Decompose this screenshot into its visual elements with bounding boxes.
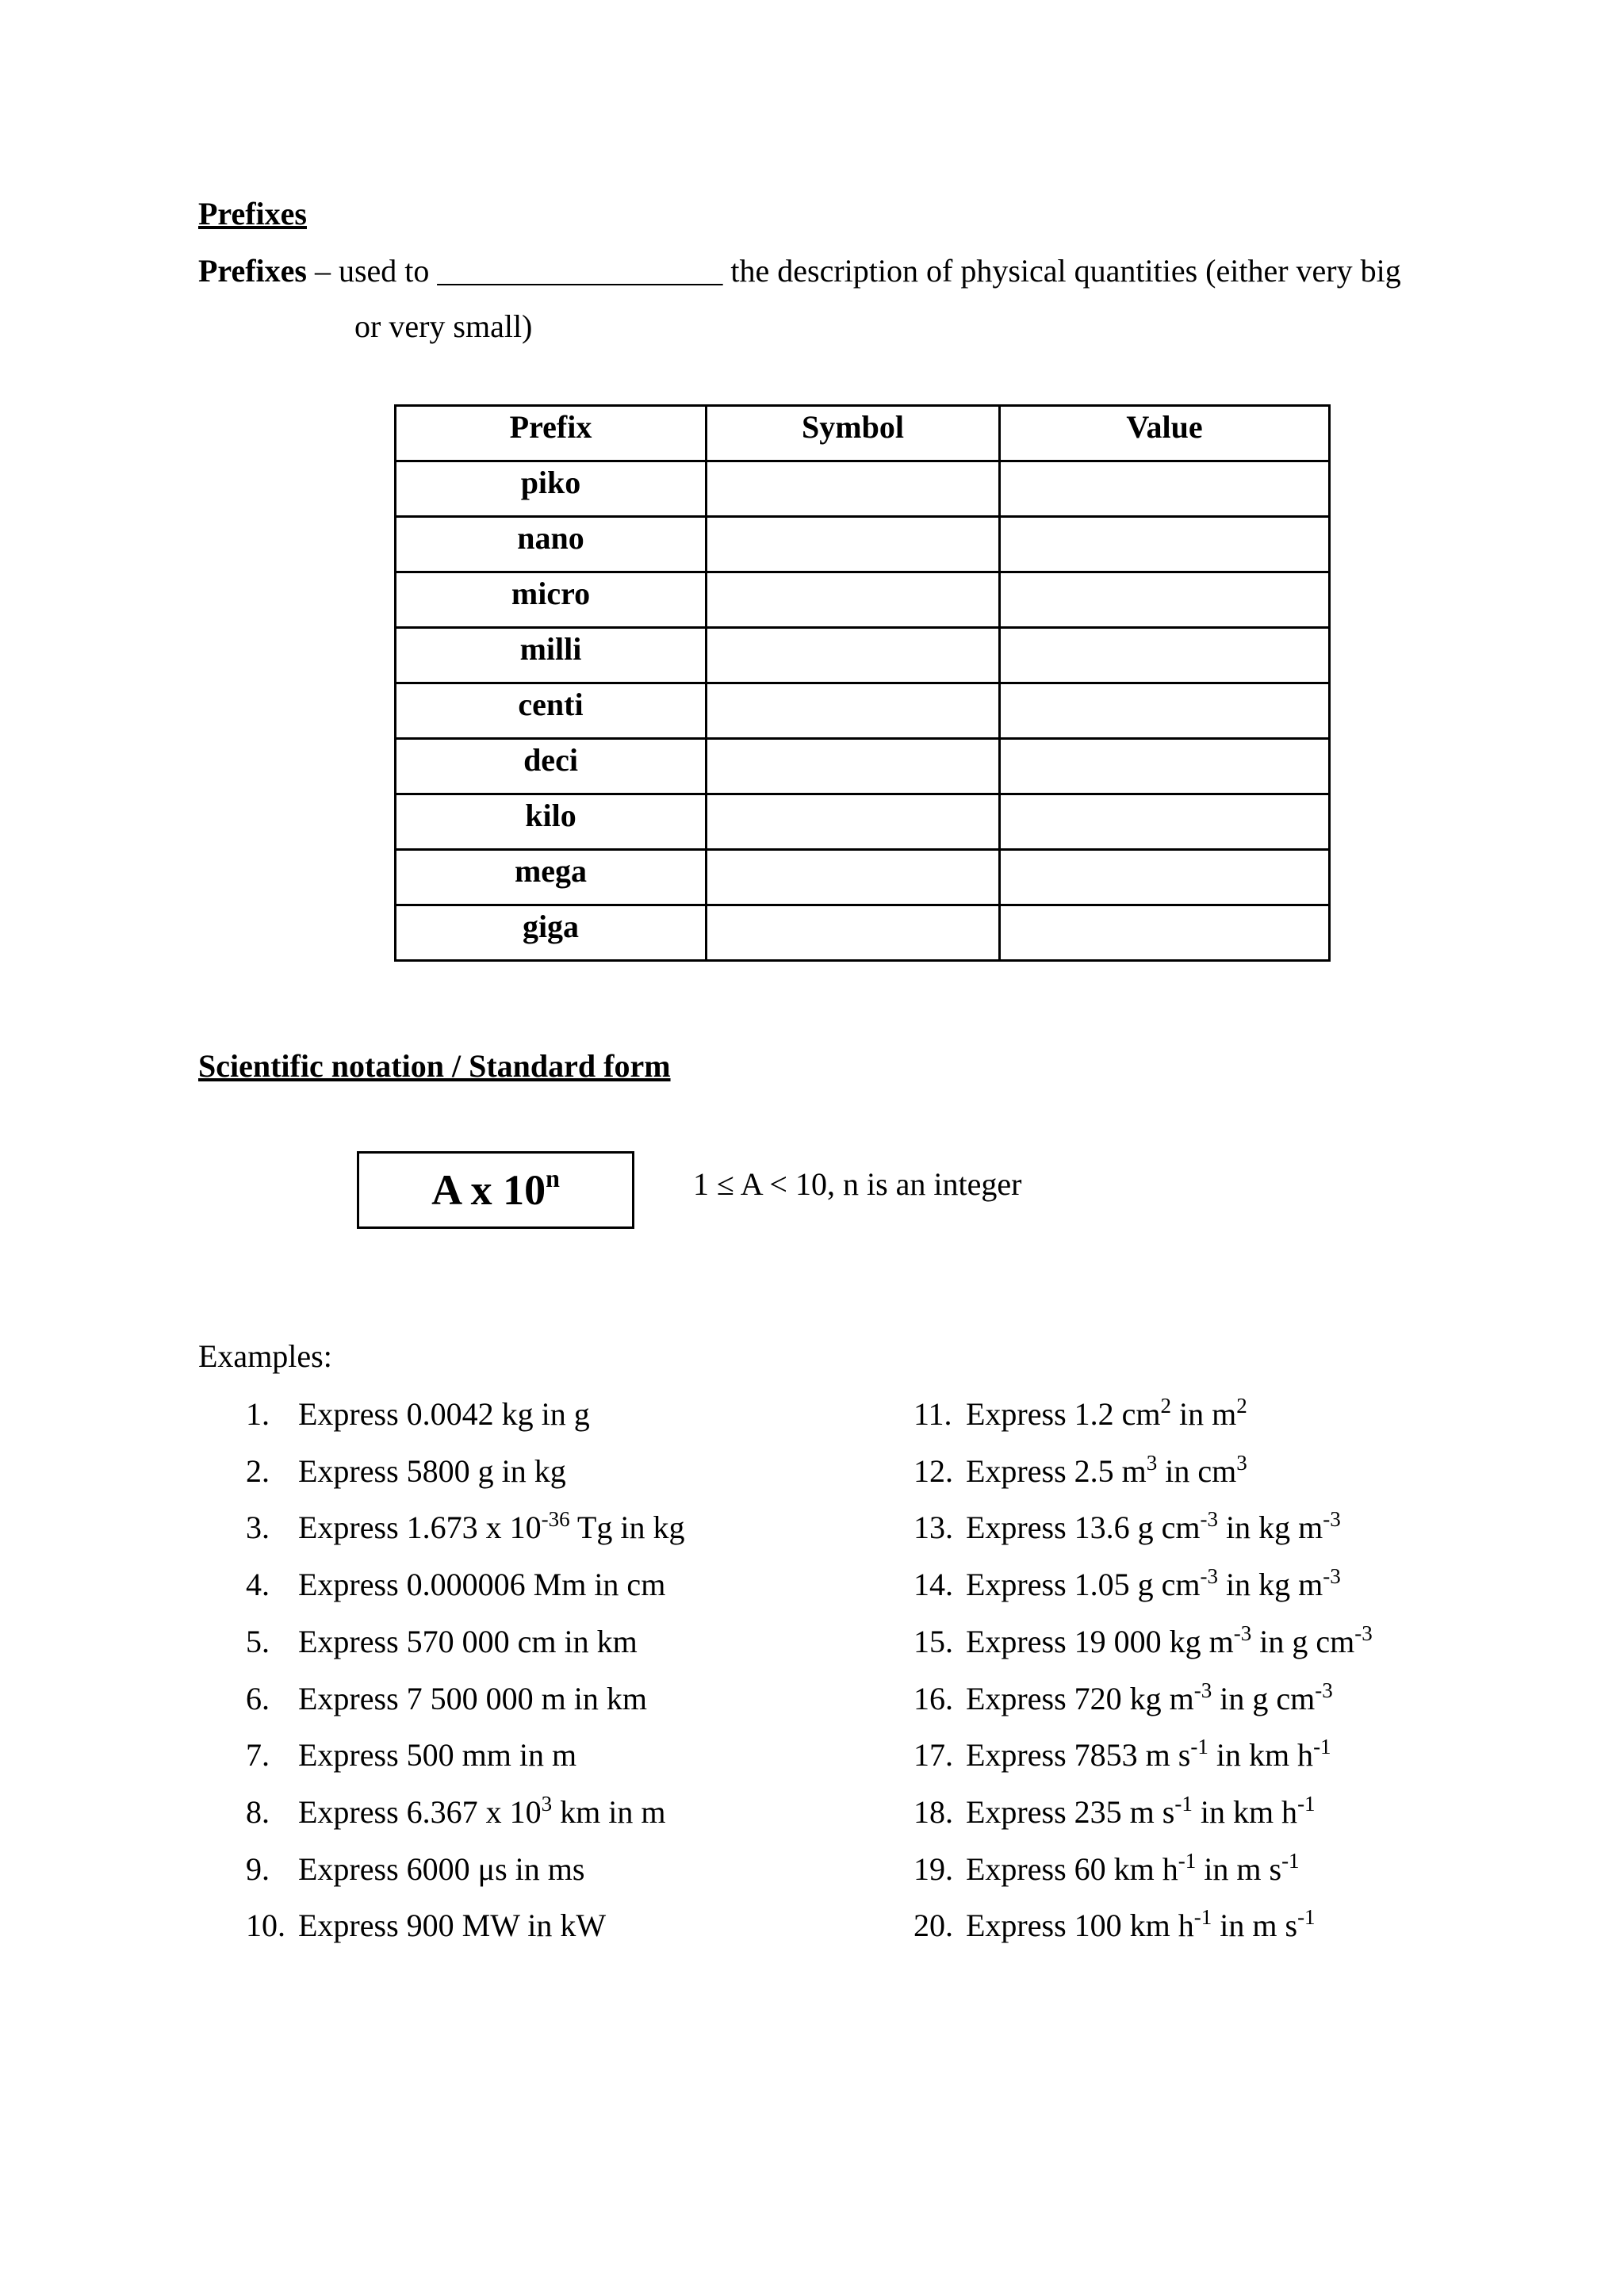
example-item [914,1680,1333,1717]
example-text-segment: Tg in kg [569,1510,685,1545]
example-text-segment: Express 7853 m s [966,1737,1191,1773]
superscript: -3 [1200,1564,1219,1588]
example-item [246,1793,665,1831]
superscript: -1 [1297,1792,1316,1816]
superscript: 3 [1146,1451,1158,1475]
example-text-segment: Express 0.000006 Mm in cm [298,1567,666,1602]
example-text-segment: Express 720 kg m [966,1681,1194,1716]
value-cell [1000,517,1330,572]
prefix-cell: micro [396,572,707,628]
example-text-segment: Express 100 km h [966,1908,1194,1943]
example-number: 12. [914,1453,953,1489]
example-item [246,1509,684,1546]
example-item [246,1736,576,1774]
examples-label: Examples: [198,1338,332,1374]
example-text [966,1905,1316,1943]
notation-heading: Scientific notation / Standard form [198,1048,671,1084]
symbol-cell [707,794,1000,850]
superscript: -1 [1281,1849,1300,1873]
symbol-cell [707,517,1000,572]
value-cell [1000,683,1330,739]
table-row [396,517,1330,572]
example-number: 19. [914,1851,953,1887]
example-text-segment: Express 60 km h [966,1851,1178,1887]
superscript: -1 [1313,1735,1331,1758]
example-item [914,1907,1316,1944]
example-number: 13. [914,1510,953,1545]
table-row [396,683,1330,739]
example-text [966,1507,1341,1545]
example-text-segment: Express 1.05 g cm [966,1567,1201,1602]
superscript: -1 [1190,1735,1208,1758]
example-item [246,1680,647,1717]
prefixes-definition [198,252,1401,289]
example-item [246,1907,606,1944]
example-text-segment: in g cm [1212,1681,1316,1716]
superscript: -1 [1297,1905,1316,1929]
example-text [298,1624,638,1659]
example-text-segment: in km h [1208,1737,1314,1773]
example-item [914,1736,1331,1774]
example-number: 15. [914,1624,953,1659]
example-text-segment: Express 2.5 m [966,1453,1147,1489]
superscript: 3 [1236,1451,1247,1475]
example-text [298,1908,606,1943]
table-row [396,628,1330,683]
example-number: 5. [246,1624,270,1659]
definition-term: Prefixes [198,253,307,289]
superscript: -3 [1323,1507,1341,1531]
example-text-segment: in kg m [1218,1567,1323,1602]
example-number: 9. [246,1851,270,1887]
prefix-cell: kilo [396,794,707,850]
example-text-segment: Express 235 m s [966,1794,1175,1830]
example-text [966,1794,1316,1830]
example-number: 10. [246,1908,285,1943]
example-number: 3. [246,1510,270,1545]
header-prefix: Prefix [396,406,707,461]
definition-rest: the description of physical quantities (either very big [730,253,1401,289]
symbol-cell [707,628,1000,683]
example-item [914,1509,1341,1546]
superscript: -36 [541,1507,570,1531]
example-text-segment: in g cm [1251,1624,1355,1659]
example-item [914,1850,1300,1888]
example-text [298,1396,590,1432]
prefix-cell: centi [396,683,707,739]
superscript: 3 [541,1792,553,1816]
formula-condition: 1 ≤ A < 10, n is an integer [693,1166,1022,1202]
example-text [966,1396,1247,1432]
example-number: 16. [914,1681,953,1716]
example-item [914,1395,1247,1433]
example-text-segment: in m [1171,1396,1237,1432]
example-text-segment: in m s [1196,1851,1282,1887]
prefix-cell: piko [396,461,707,517]
prefix-cell: nano [396,517,707,572]
value-cell [1000,794,1330,850]
example-text-segment: Express 19 000 kg m [966,1624,1234,1659]
example-item [246,1566,665,1603]
table-row [396,850,1330,905]
example-text-segment: Express 13.6 g cm [966,1510,1201,1545]
prefixes-heading: Prefixes [198,196,307,232]
example-number: 18. [914,1794,953,1830]
example-text [298,1794,665,1830]
example-number: 20. [914,1908,953,1943]
superscript: -3 [1233,1621,1252,1645]
table-row [396,572,1330,628]
example-text-segment: Express 500 mm in m [298,1737,577,1773]
example-text-segment: Express 6.367 x 10 [298,1794,542,1830]
example-text [298,1567,665,1602]
superscript: -3 [1323,1564,1341,1588]
header-value: Value [1000,406,1330,461]
example-text-segment: Express 1.673 x 10 [298,1510,542,1545]
example-text-segment: Express 0.0042 kg in g [298,1396,590,1432]
superscript: 2 [1236,1394,1247,1418]
superscript: -1 [1174,1792,1193,1816]
example-text-segment: km in m [552,1794,666,1830]
example-text-segment: Express 7 500 000 m in km [298,1681,647,1716]
example-text-segment: in km h [1192,1794,1298,1830]
example-text-segment: Express 1.2 cm [966,1396,1161,1432]
example-item [246,1395,590,1433]
superscript: -3 [1354,1621,1373,1645]
example-number: 11. [914,1396,952,1432]
value-cell [1000,850,1330,905]
example-text [966,1737,1331,1773]
example-text [966,1564,1341,1602]
symbol-cell [707,461,1000,517]
example-item [914,1452,1247,1490]
example-number: 8. [246,1794,270,1830]
example-item [246,1452,566,1490]
prefixes-definition-line2: or very small) [354,308,533,344]
example-item [914,1623,1373,1660]
value-cell [1000,461,1330,517]
example-number: 14. [914,1567,953,1602]
example-text [298,1681,647,1716]
example-text-segment: in m s [1212,1908,1298,1943]
superscript: 2 [1160,1394,1172,1418]
example-text-segment: in cm [1157,1453,1237,1489]
prefix-table [394,404,1331,962]
definition-dash: – used to [314,253,430,289]
symbol-cell [707,572,1000,628]
example-item [246,1623,638,1660]
example-text [966,1621,1373,1659]
value-cell [1000,628,1330,683]
example-text-segment: in kg m [1218,1510,1323,1545]
value-cell [1000,905,1330,961]
example-item [246,1850,584,1888]
example-text-segment: Express 900 MW in kW [298,1908,607,1943]
symbol-cell [707,683,1000,739]
example-text [298,1453,566,1489]
header-symbol: Symbol [707,406,1000,461]
example-text [298,1851,584,1887]
superscript: -1 [1193,1905,1212,1929]
example-text [966,1678,1333,1716]
example-text [966,1453,1247,1489]
superscript: -3 [1315,1678,1333,1702]
example-number: 1. [246,1396,270,1432]
table-row [396,794,1330,850]
superscript: -3 [1200,1507,1219,1531]
superscript: -1 [1178,1849,1197,1873]
definition-blank: __________________ [437,253,723,289]
table-header-row [396,406,1330,461]
example-number: 4. [246,1567,270,1602]
table-row [396,905,1330,961]
value-cell [1000,739,1330,794]
example-item [914,1566,1341,1603]
example-item [914,1793,1316,1831]
example-number: 6. [246,1681,270,1716]
example-text [298,1737,576,1773]
formula-exponent: n [546,1164,560,1192]
example-text [298,1507,685,1545]
prefix-cell: deci [396,739,707,794]
formula-base: A x 10 [431,1166,546,1214]
symbol-cell [707,905,1000,961]
example-number: 2. [246,1453,270,1489]
example-text-segment: Express 5800 g in kg [298,1453,566,1489]
symbol-cell [707,850,1000,905]
superscript: -3 [1193,1678,1212,1702]
formula-box [357,1151,634,1229]
table-row [396,461,1330,517]
value-cell [1000,572,1330,628]
table-row [396,739,1330,794]
symbol-cell [707,739,1000,794]
example-text-segment: Express 6000 μs in ms [298,1851,585,1887]
prefix-cell: mega [396,850,707,905]
example-number: 17. [914,1737,953,1773]
example-number: 7. [246,1737,270,1773]
prefix-cell: giga [396,905,707,961]
prefix-cell: milli [396,628,707,683]
example-text-segment: Express 570 000 cm in km [298,1624,638,1659]
example-text [966,1851,1300,1887]
